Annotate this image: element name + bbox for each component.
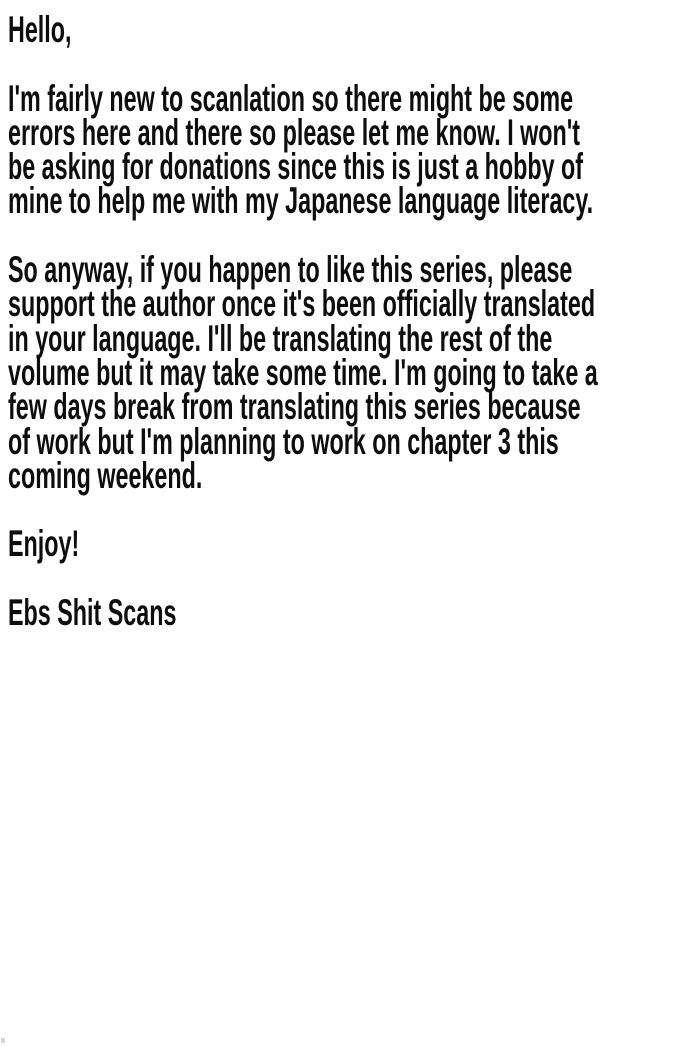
letter-line: volume but it may take some time. I'm going to take a — [8, 351, 598, 393]
scan-artifact-dot — [1, 1038, 5, 1043]
letter-line: in your language. I'll be translating the rest of the — [8, 317, 553, 359]
closing: Enjoy! — [8, 523, 80, 565]
letter-text — [8, 9, 598, 665]
letter-line: of work but I'm planning to work on chapter 3 this — [8, 420, 559, 462]
signature: Ebs Shit Scans — [8, 592, 177, 634]
letter-line: be asking for donations since this is just a hobby of — [8, 146, 584, 188]
greeting-block — [8, 9, 598, 50]
letter-line: mine to help me with my Japanese language literacy. — [8, 180, 594, 222]
letter-line: support the author once it's been officially translated — [8, 283, 596, 325]
paragraph-1 — [8, 77, 598, 222]
closing-block — [8, 523, 598, 565]
paragraph-2 — [8, 249, 598, 496]
signature-block — [8, 592, 598, 634]
letter-line: So anyway, if you happen to like this series, please — [8, 249, 573, 291]
greeting: Hello, — [8, 9, 72, 50]
letter-line: errors here and there so please let me know. I won't — [8, 111, 581, 153]
letter-line: I'm fairly new to scanlation so there might be some — [8, 77, 574, 119]
letter-line: coming weekend. — [8, 454, 203, 496]
letter-line: few days break from translating this series because — [8, 386, 581, 428]
